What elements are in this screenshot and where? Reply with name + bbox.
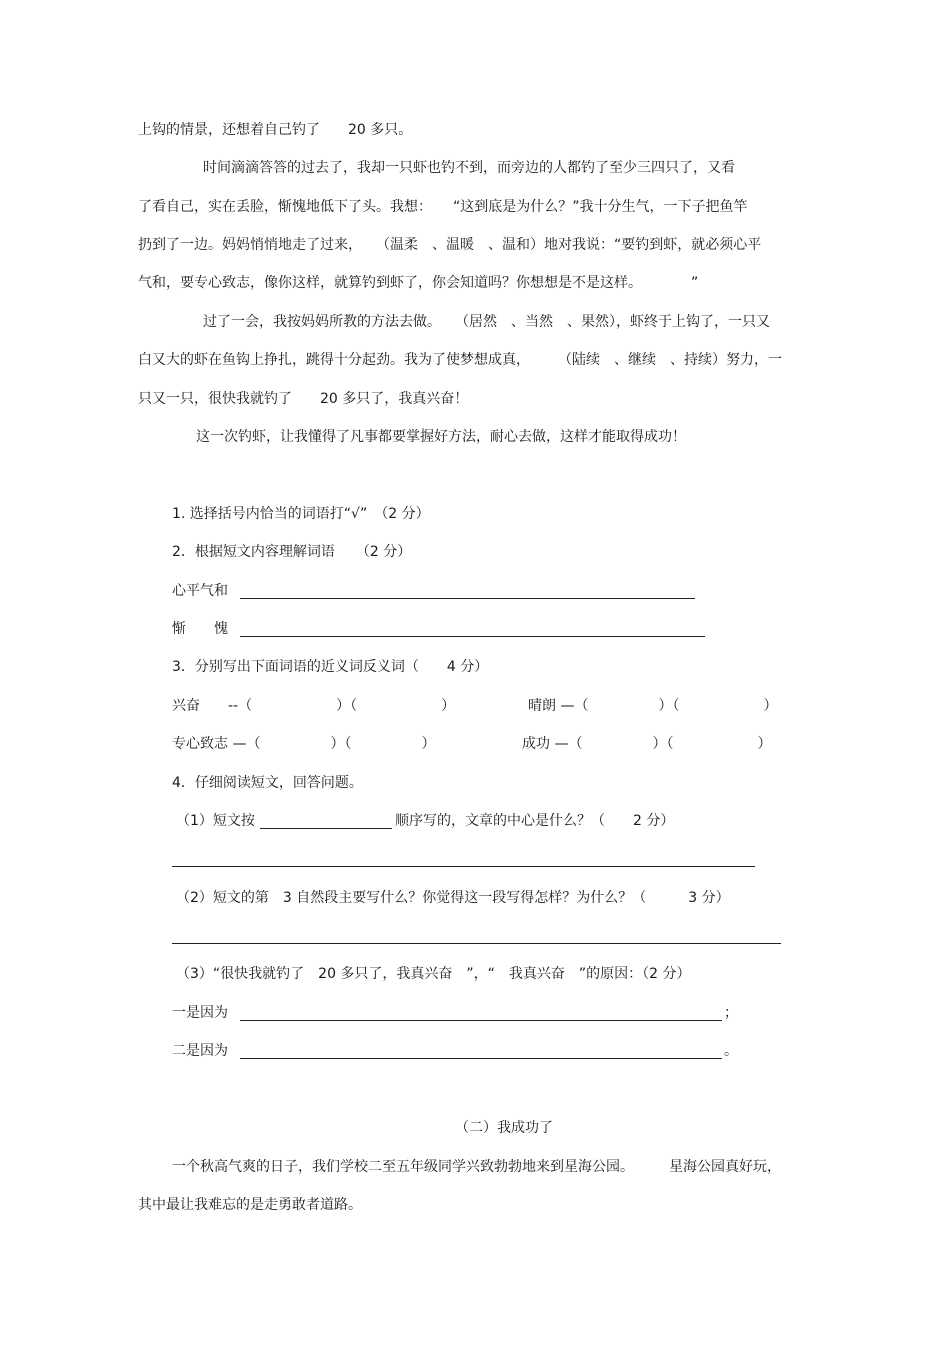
question-4: 4．仔细阅读短文，回答问题。 bbox=[172, 775, 363, 791]
paragraph-line: 时间滴滴答答的过去了，我却一只虾也钓不到，而旁边的人都钓了至少三四只了，又看 bbox=[203, 160, 735, 176]
sub-question-3: （3）“很快我就钓了 20 多只了，我真兴奋 ”，“ 我真兴奋 ”的原因：（2 分） bbox=[176, 966, 691, 982]
synonym-antonym-row: 专心致志 —（ ）（ ） bbox=[172, 736, 436, 752]
section-title: （二）我成功了 bbox=[455, 1120, 553, 1136]
paragraph-line: 其中最让我难忘的是走勇敢者道路。 bbox=[138, 1197, 362, 1213]
punctuation: 。 bbox=[724, 1043, 738, 1059]
paragraph-line: 了看自己，实在丢脸，惭愧地低下了头。我想： “这到底是为什么？”我十分生气，一下子把鱼竿 bbox=[138, 199, 748, 215]
paragraph-line: 扔到了一边。妈妈悄悄地走了过来， （温柔 、温暖 、温和）地对我说：“要钓到虾，就必须心平 bbox=[138, 237, 762, 253]
answer-line[interactable] bbox=[240, 636, 705, 637]
answer-line[interactable] bbox=[172, 866, 755, 867]
paragraph-line: 过了一会，我按妈妈所教的方法去做。 （居然 、当然 、果然），虾终于上钩了，一只又 bbox=[203, 314, 770, 330]
reason-label: 二是因为 bbox=[172, 1043, 228, 1059]
paragraph-line: 只又一只，很快我就钓了 20 多只了，我真兴奋！ bbox=[138, 391, 469, 407]
answer-line[interactable] bbox=[240, 1020, 722, 1021]
paragraph-line: 上钩的情景，还想着自己钓了 20 多只。 bbox=[138, 122, 413, 138]
reason-label: 一是因为 bbox=[172, 1005, 228, 1021]
paragraph-line: 一个秋高气爽的日子，我们学校二至五年级同学兴致勃勃地来到星海公园。 星海公园真好玩， bbox=[172, 1159, 781, 1175]
punctuation: ； bbox=[724, 1005, 738, 1021]
question-1: 1. 选择括号内恰当的词语打“√” （2 分） bbox=[172, 506, 430, 522]
sub-question-1: （1）短文按 bbox=[176, 813, 255, 829]
answer-line[interactable] bbox=[240, 1058, 722, 1059]
word-label: 心平气和 bbox=[172, 583, 228, 599]
question-3: 3．分别写出下面词语的近义词反义词（ 4 分） bbox=[172, 659, 489, 675]
answer-line[interactable] bbox=[260, 828, 392, 829]
word-label: 惭 愧 bbox=[172, 621, 228, 637]
answer-line[interactable] bbox=[240, 598, 695, 599]
sub-question-1: 顺序写的，文章的中心是什么？（ 2 分） bbox=[395, 813, 675, 829]
answer-line[interactable] bbox=[172, 943, 781, 944]
synonym-antonym-row: 兴奋 --（ ）（ ） bbox=[172, 698, 456, 714]
sub-question-2: （2）短文的第 3 自然段主要写什么？你觉得这一段写得怎样？为什么？（ 3 分） bbox=[176, 890, 730, 906]
paragraph-line: 白又大的虾在鱼钩上挣扎，跳得十分起劲。我为了使梦想成真， （陆续 、继续 、持续）努力，一 bbox=[138, 352, 782, 368]
question-2: 2．根据短文内容理解词语 （2 分） bbox=[172, 544, 412, 560]
paragraph-line: 气和，要专心致志，像你这样，就算钓到虾了，你会知道吗？你想想是不是这样。 ” bbox=[138, 275, 699, 291]
paragraph-line: 这一次钓虾，让我懂得了凡事都要掌握好方法，耐心去做，这样才能取得成功！ bbox=[196, 429, 686, 445]
synonym-antonym-row: 成功 —（ ）（ ） bbox=[522, 736, 772, 752]
synonym-antonym-row: 晴朗 —（ ）（ ） bbox=[528, 698, 778, 714]
